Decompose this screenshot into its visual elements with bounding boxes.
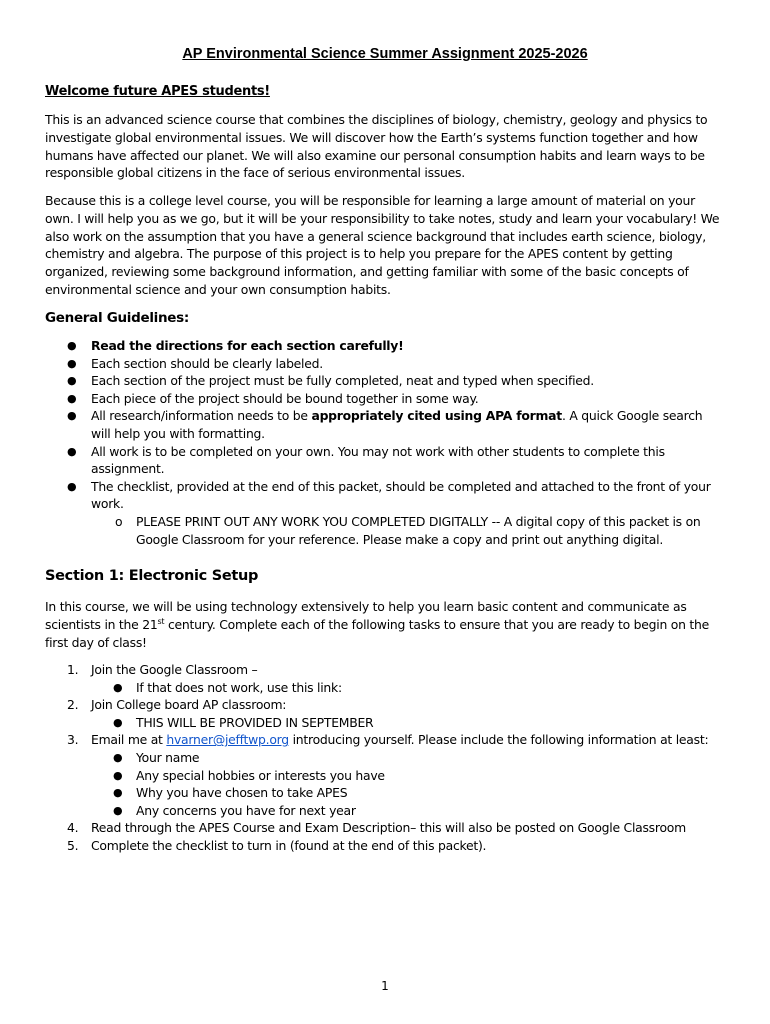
step-sub-item: ● Why you have chosen to take APES <box>113 785 348 801</box>
step-sub-item: ● If that does not work, use this link: <box>113 679 342 695</box>
bullet-icon: ● <box>113 768 123 782</box>
intro-paragraph-2: Because this is a college level course, you will be responsible for learning a large amount of material on your own. I will help you as we go, but it will be your responsibility to take notes, study and learn your vocabulary! We also work on the assumption that you have a general science background that includes earth science, biology, chemistry and algebra. The purpose of this project is to help you prepare for the APES content by getting organized, reviewing some background information, and getting familiar with some of the basic concepts of environmental science and your own consumption habits. <box>45 193 720 297</box>
bullet-icon: ● <box>67 479 77 493</box>
bullet-icon: ● <box>113 786 123 800</box>
guideline-item: ● All research/information needs to be appropriately cited using APA format. A quick Google search will help you with formatting. <box>67 408 703 441</box>
bullet-icon: ● <box>113 803 123 817</box>
guidelines-list <box>45 337 725 548</box>
guideline-sub-item: o PLEASE PRINT OUT ANY WORK YOU COMPLETED DIGITALLY -- A digital copy of this packet is on Google Classroom for your reference. Please make a copy and print out anything digital. <box>115 513 701 547</box>
guideline-item: ● The checklist, provided at the end of this packet, should be completed and attached to the front of your work. o PLEASE PRINT OUT ANY WORK YOU COMPLETED DIGITALLY -- A digital copy of this packet is on Google Classroom for your reference. Please make a copy and print out anything digital. <box>45 478 725 548</box>
bullet-icon: ● <box>67 409 77 423</box>
step-item: 3. Email me at hvarner@jefftwp.org introducing yourself. Please include the following information at least: ● Your name ● Any special hobbies or interests you have ● Why you have chosen to take APES ● Any concerns you have for next year <box>45 731 735 819</box>
guideline-item: ● Each section of the project must be fully completed, neat and typed when specified. <box>67 373 594 389</box>
bullet-icon: ● <box>67 391 77 405</box>
general-guidelines-heading: General Guidelines: <box>45 310 189 326</box>
guideline-item: ● Read the directions for each section carefully! <box>67 338 404 353</box>
step-sub-item: ● THIS WILL BE PROVIDED IN SEPTEMBER <box>113 714 374 730</box>
intro-paragraph-1: This is an advanced science course that combines the disciplines of biology, chemistry, geology and physics to investigate global environmental issues. We will discover how the Earth’s systems function together and how humans have affected our planet. We will also examine our personal consumption habits and learn ways to be responsible global citizens in the face of serious environmental issues. <box>45 112 708 181</box>
step-sub-item: ● Any concerns you have for next year <box>113 802 356 818</box>
bullet-icon: ● <box>67 374 77 388</box>
guideline-item: ● Each piece of the project should be bound together in some way. <box>67 390 479 406</box>
email-link[interactable]: hvarner@jefftwp.org <box>166 732 289 748</box>
step-item: 4. Read through the APES Course and Exam Description– this will also be posted on Google Classroom <box>67 820 686 836</box>
bullet-icon: ● <box>67 339 77 352</box>
page-title: AP Environmental Science Summer Assignment 2025-2026 <box>182 46 588 62</box>
step-sub-item: ● Your name <box>113 749 200 765</box>
guideline-item: ● All work is to be completed on your own. You may not work with other students to complete this assignment. <box>67 443 665 477</box>
bullet-icon: ● <box>67 444 77 458</box>
bullet-icon: ● <box>113 680 123 694</box>
step-sub-item: ● Any special hobbies or interests you have <box>113 767 385 783</box>
sub-bullet-marker: o <box>115 513 123 529</box>
section1-steps <box>45 661 735 855</box>
welcome-heading: Welcome future APES students! <box>45 84 270 99</box>
guideline-item: ● Each section should be clearly labeled. <box>67 355 323 371</box>
bullet-icon: ● <box>67 356 77 370</box>
step-item: 2. Join College board AP classroom: ● THIS WILL BE PROVIDED IN SEPTEMBER <box>45 696 735 731</box>
page-number: 1 <box>381 979 389 993</box>
bullet-icon: ● <box>113 750 123 764</box>
section1-heading: Section 1: Electronic Setup <box>45 568 259 584</box>
bullet-icon: ● <box>113 715 123 729</box>
section1-paragraph: In this course, we will be using technology extensively to help you learn basic content and communicate as scientists in the 21st century. Complete each of the following tasks to ensure that you are ready to begin on the first day of class! <box>45 599 709 650</box>
step-item: 5. Complete the checklist to turn in (found at the end of this packet). <box>67 837 487 853</box>
step-item: 1. Join the Google Classroom – ● If that does not work, use this link: <box>45 661 735 696</box>
